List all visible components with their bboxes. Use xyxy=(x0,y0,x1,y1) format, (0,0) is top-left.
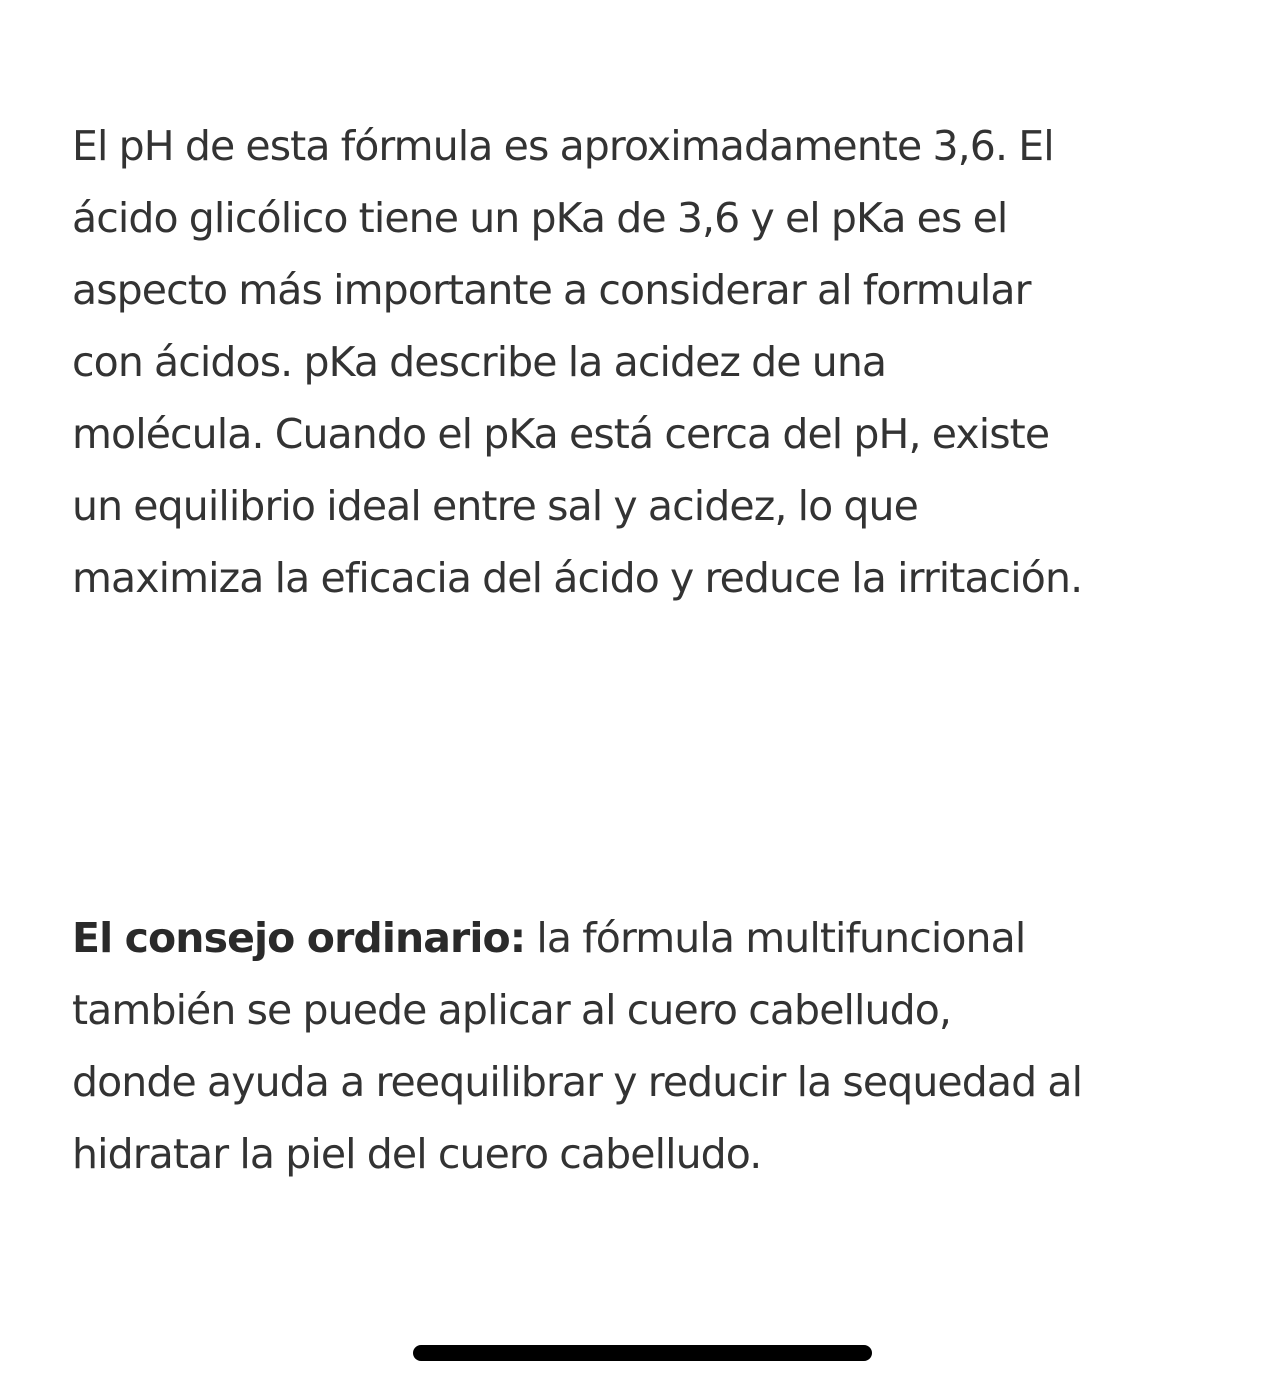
paragraph-line: aspecto más importante a considerar al formular xyxy=(72,266,1031,314)
home-indicator-bar[interactable] xyxy=(413,1345,872,1361)
body-paragraph-ph xyxy=(72,110,1222,614)
paragraph-line: El pH de esta fórmula es aproximadamente 3,6. El xyxy=(72,122,1054,170)
tip-bold-lead: El consejo ordinario: xyxy=(72,914,526,962)
paragraph-line: ácido glicólico tiene un pKa de 3,6 y el pKa es el xyxy=(72,194,1008,242)
paragraph-line: maximiza la eficacia del ácido y reduce la irritación. xyxy=(72,554,1083,602)
paragraph-line: hidratar la piel del cuero cabelludo. xyxy=(72,1130,762,1178)
paragraph-line: molécula. Cuando el pKa está cerca del pH, existe xyxy=(72,410,1050,458)
paragraph-line: un equilibrio ideal entre sal y acidez, lo que xyxy=(72,482,918,530)
paragraph-line: también se puede aplicar al cuero cabelludo, xyxy=(72,986,952,1034)
paragraph-line xyxy=(72,902,1222,974)
body-paragraph-tip xyxy=(72,902,1222,1190)
paragraph-line: donde ayuda a reequilibrar y reducir la sequedad al xyxy=(72,1058,1083,1106)
paragraph-line: con ácidos. pKa describe la acidez de una xyxy=(72,338,887,386)
tip-line-rest: la fórmula multifuncional xyxy=(525,914,1026,962)
